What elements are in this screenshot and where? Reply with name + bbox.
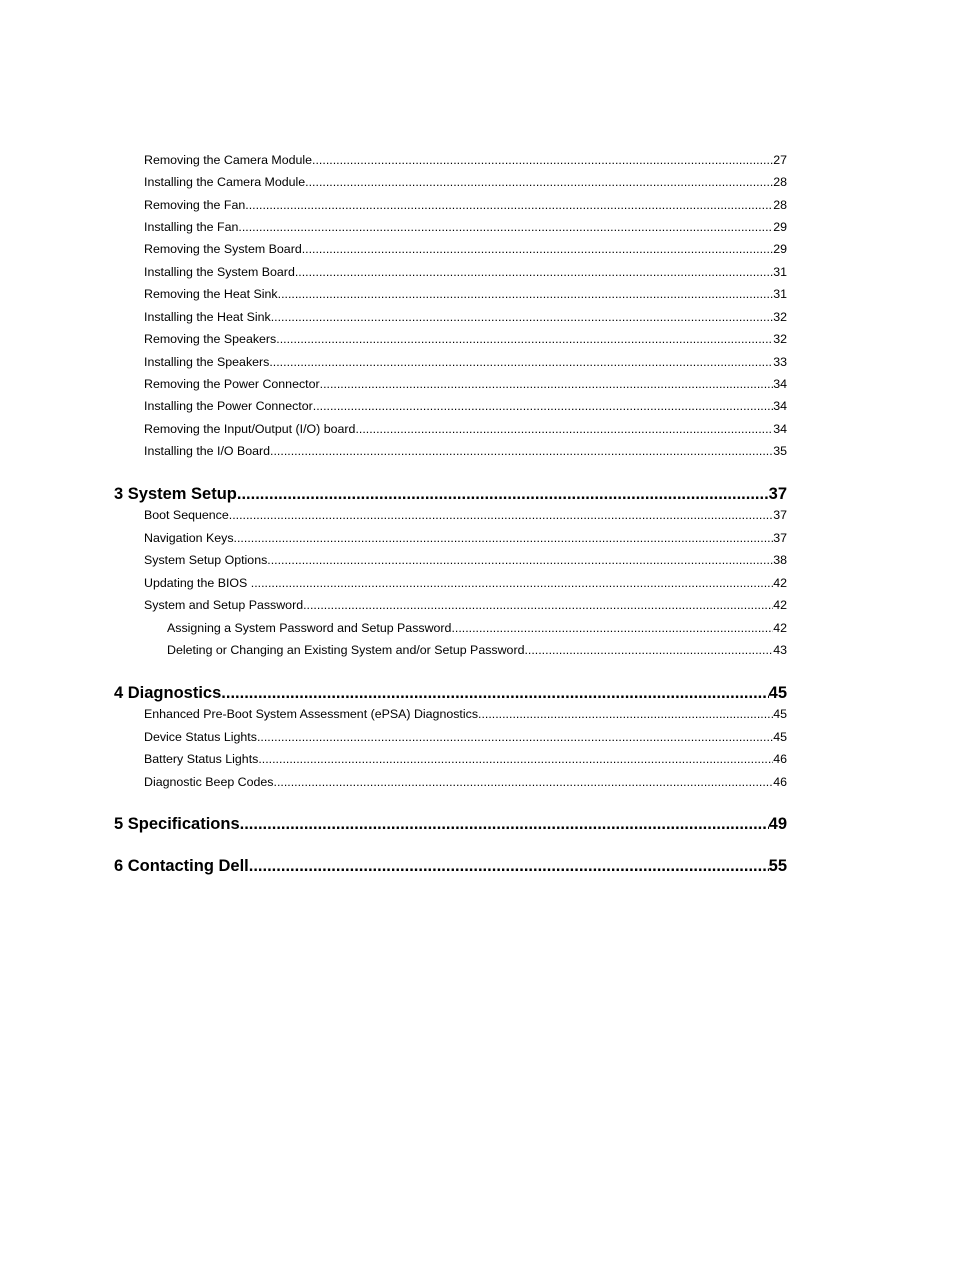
dot-leader [524, 642, 773, 658]
dot-leader [302, 241, 773, 257]
toc-entry-title: Removing the Fan [144, 198, 246, 212]
dot-leader [229, 507, 773, 523]
toc-entry-title: Installing the I/O Board [144, 444, 271, 458]
toc-entry-page: 31 [773, 265, 787, 279]
toc-entry[interactable] [144, 507, 787, 523]
toc-subentry-page: 42 [773, 621, 787, 635]
toc-entry-title: Removing the Speakers [144, 332, 277, 346]
toc-entry-title: Removing the Camera Module [144, 153, 313, 167]
toc-entry-page: 28 [773, 198, 787, 212]
toc-entry-title: Enhanced Pre-Boot System Assessment (ePSA) Diagnostics [144, 707, 479, 721]
dot-leader [270, 443, 773, 459]
toc-entry[interactable] [144, 706, 787, 722]
toc-entry[interactable] [144, 398, 787, 414]
toc-subentry[interactable] [167, 642, 787, 658]
toc-entry[interactable] [144, 552, 787, 568]
dot-leader [251, 575, 773, 591]
toc-entry[interactable] [144, 443, 787, 459]
toc-subentry-title: Assigning a System Password and Setup Password [167, 621, 452, 635]
dot-leader [312, 152, 773, 168]
toc-entry[interactable] [144, 597, 787, 613]
toc-entry[interactable] [144, 530, 787, 546]
toc-chapter-page: 55 [768, 857, 787, 875]
dot-leader [267, 552, 773, 568]
dot-leader [234, 530, 774, 546]
toc-entry-title: Navigation Keys [144, 531, 234, 545]
toc-chapter-heading[interactable] [114, 483, 787, 505]
toc-entry[interactable] [144, 729, 787, 745]
toc-entry[interactable] [144, 241, 787, 257]
dot-leader [320, 376, 774, 392]
toc-entry-page: 35 [773, 444, 787, 458]
dot-leader [313, 398, 773, 414]
toc-entry[interactable] [144, 354, 787, 370]
toc-entry[interactable] [144, 421, 787, 437]
toc-entry-page: 34 [773, 422, 787, 436]
dot-leader [240, 813, 769, 835]
toc-entry-page: 34 [773, 399, 787, 413]
dot-leader [295, 264, 773, 280]
dot-leader [278, 286, 774, 302]
toc-entry-title: Diagnostic Beep Codes [144, 775, 274, 789]
toc-entry-title: Installing the Camera Module [144, 175, 306, 189]
toc-entry-title: System Setup Options [144, 553, 268, 567]
toc-entry[interactable] [144, 152, 787, 168]
toc-entry-title: Installing the Heat Sink [144, 310, 271, 324]
toc-entry-page: 31 [773, 287, 787, 301]
toc-entry-title: Installing the System Board [144, 265, 295, 279]
dot-leader [237, 483, 769, 505]
toc-entry[interactable] [144, 376, 787, 392]
toc-subentry[interactable] [167, 620, 787, 636]
toc-chapter-title: 3 System Setup [114, 485, 237, 503]
toc-entry[interactable] [144, 575, 787, 591]
toc-entry-title: Boot Sequence [144, 508, 229, 522]
toc-entry[interactable] [144, 197, 787, 213]
toc-entry-page: 37 [773, 508, 787, 522]
toc-chapter-heading[interactable] [114, 682, 787, 704]
toc-subentry-page: 43 [773, 643, 787, 657]
toc-entry-title: Removing the System Board [144, 242, 302, 256]
toc-entry-page: 29 [773, 220, 787, 234]
dot-leader [305, 174, 773, 190]
dot-leader [258, 751, 773, 767]
toc-entry-title: Battery Status Lights [144, 752, 259, 766]
toc-entry[interactable] [144, 751, 787, 767]
toc-entry-page: 46 [773, 752, 787, 766]
toc-entry[interactable] [144, 286, 787, 302]
toc-entry-page: 45 [773, 707, 787, 721]
dot-leader [274, 774, 774, 790]
toc-entry-title: Installing the Fan [144, 220, 239, 234]
toc-entry-page: 32 [773, 332, 787, 346]
dot-leader [269, 354, 773, 370]
dot-leader [249, 855, 769, 877]
dot-leader [271, 309, 773, 325]
toc-entry-page: 34 [773, 377, 787, 391]
toc-entry-page: 28 [773, 175, 787, 189]
toc-chapter-heading[interactable] [114, 813, 787, 835]
dot-leader [355, 421, 773, 437]
toc-entry-title: Removing the Power Connector [144, 377, 320, 391]
toc-entry[interactable] [144, 331, 787, 347]
toc-entry-page: 32 [773, 310, 787, 324]
toc-entry-page: 45 [773, 730, 787, 744]
dot-leader [221, 682, 768, 704]
dot-leader [238, 219, 773, 235]
dot-leader [303, 597, 773, 613]
toc-entry[interactable] [144, 264, 787, 280]
dot-leader [451, 620, 773, 636]
toc-entry-page: 46 [773, 775, 787, 789]
toc-entry-page: 42 [773, 576, 787, 590]
toc-entry[interactable] [144, 219, 787, 235]
toc-entry-title: Removing the Input/Output (I/O) board [144, 422, 356, 436]
toc-entry-title: Device Status Lights [144, 730, 257, 744]
toc-subentry-title: Deleting or Changing an Existing System and/or Setup Password [167, 643, 525, 657]
toc-chapter-page: 49 [768, 815, 787, 833]
toc-entry-page: 29 [773, 242, 787, 256]
toc-entry[interactable] [144, 174, 787, 190]
toc-entry[interactable] [144, 774, 787, 790]
toc-entry-title: System and Setup Password [144, 598, 304, 612]
toc-chapter-page: 45 [768, 684, 787, 702]
toc-entry-title: Installing the Speakers [144, 355, 270, 369]
dot-leader [478, 706, 773, 722]
dot-leader [245, 197, 773, 213]
toc-entry-title: Updating the BIOS [144, 576, 251, 590]
dot-leader [257, 729, 773, 745]
toc-entry-page: 42 [773, 598, 787, 612]
toc-entry-page: 33 [773, 355, 787, 369]
toc-entry-page: 38 [773, 553, 787, 567]
toc-chapter-title: 4 Diagnostics [114, 684, 222, 702]
toc-entry-page: 37 [773, 531, 787, 545]
toc-entry[interactable] [144, 309, 787, 325]
toc-entry-title: Installing the Power Connector [144, 399, 313, 413]
toc-chapter-heading[interactable] [114, 855, 787, 877]
toc-entry-page: 27 [773, 153, 787, 167]
toc-entry-title: Removing the Heat Sink [144, 287, 278, 301]
toc-chapter-page: 37 [768, 485, 787, 503]
toc-chapter-title: 5 Specifications [114, 815, 240, 833]
dot-leader [276, 331, 773, 347]
toc-chapter-title: 6 Contacting Dell [114, 857, 249, 875]
